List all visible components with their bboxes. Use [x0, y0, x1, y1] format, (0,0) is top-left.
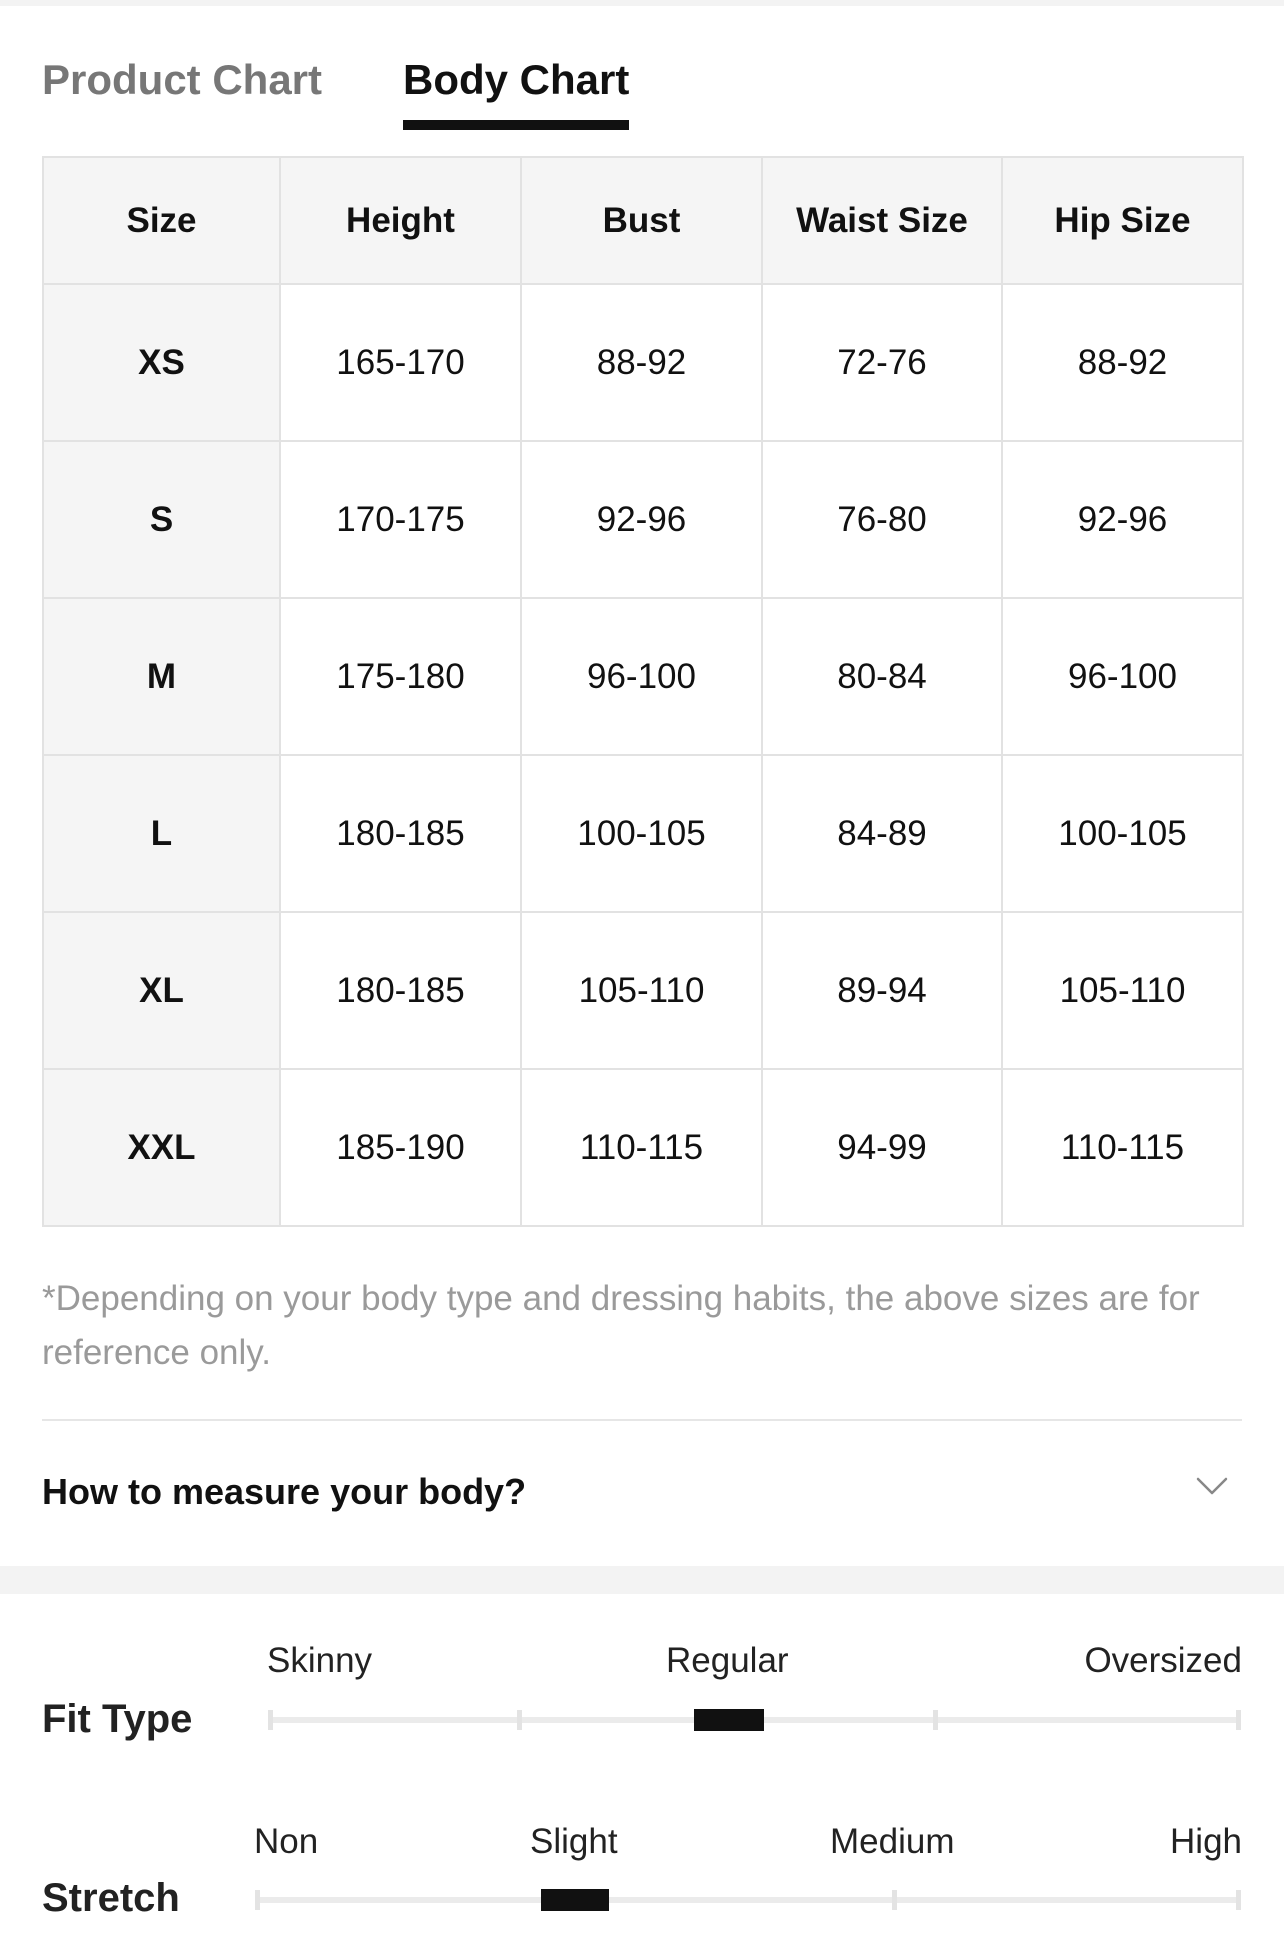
body-size-table — [42, 156, 1244, 1227]
column-header-waist-size: Waist Size — [762, 157, 1002, 284]
table-row — [43, 441, 1243, 598]
hip-cell: 105-110 — [1002, 912, 1243, 1069]
chevron-down-icon — [1192, 1466, 1232, 1506]
fit-type-tick — [517, 1710, 522, 1730]
table-header-row — [43, 157, 1243, 284]
how-to-measure-toggle[interactable] — [42, 1440, 1242, 1540]
stretch-option-slight: Slight — [530, 1822, 618, 1861]
column-header-height: Height — [280, 157, 521, 284]
bust-cell: 88-92 — [521, 284, 762, 441]
fit-type-indicator — [694, 1709, 764, 1731]
fit-type-tick — [268, 1710, 273, 1730]
height-cell: 170-175 — [280, 441, 521, 598]
hip-cell: 88-92 — [1002, 284, 1243, 441]
waist-cell: 76-80 — [762, 441, 1002, 598]
stretch-option-non: Non — [254, 1822, 319, 1861]
fit-option-oversized: Oversized — [1084, 1641, 1242, 1680]
fit-type-tick — [1236, 1710, 1241, 1730]
table-row — [43, 598, 1243, 755]
fit-type-label: Fit Type — [42, 1697, 193, 1741]
fit-option-skinny: Skinny — [267, 1641, 373, 1680]
fit-option-regular: Regular — [666, 1641, 789, 1680]
table-row — [43, 755, 1243, 912]
hip-cell: 100-105 — [1002, 755, 1243, 912]
bust-cell: 105-110 — [521, 912, 762, 1069]
stretch-track — [256, 1897, 1241, 1903]
size-cell: XS — [43, 284, 280, 441]
tab-body-chart[interactable] — [403, 56, 629, 122]
column-header-bust: Bust — [521, 157, 762, 284]
column-header-size: Size — [43, 157, 280, 284]
reference-note: *Depending on your body type and dressing habits, the above sizes are for reference only. — [42, 1279, 1200, 1372]
size-cell: M — [43, 598, 280, 755]
stretch-option-medium: Medium — [830, 1822, 955, 1861]
stretch-option-high: High — [1170, 1822, 1242, 1861]
size-cell: XXL — [43, 1069, 280, 1226]
tab-label: Body Chart — [403, 56, 630, 103]
stretch-tick — [892, 1890, 897, 1910]
top-band — [0, 0, 1284, 6]
waist-cell: 72-76 — [762, 284, 1002, 441]
stretch-tick — [255, 1890, 260, 1910]
divider — [42, 1419, 1242, 1421]
size-cell: L — [43, 755, 280, 912]
hip-cell: 110-115 — [1002, 1069, 1243, 1226]
column-header-hip-size: Hip Size — [1002, 157, 1243, 284]
bust-cell: 100-105 — [521, 755, 762, 912]
stretch-label: Stretch — [42, 1876, 180, 1920]
waist-cell: 84-89 — [762, 755, 1002, 912]
height-cell: 180-185 — [280, 755, 521, 912]
stretch-tick — [1236, 1890, 1241, 1910]
height-cell: 165-170 — [280, 284, 521, 441]
hip-cell: 92-96 — [1002, 441, 1243, 598]
section-separator-band — [0, 1566, 1284, 1594]
stretch-indicator — [541, 1889, 609, 1911]
bust-cell: 96-100 — [521, 598, 762, 755]
tab-label: Product Chart — [42, 56, 323, 103]
bust-cell: 110-115 — [521, 1069, 762, 1226]
active-tab-underline — [403, 120, 629, 130]
height-cell: 180-185 — [280, 912, 521, 1069]
size-cell: S — [43, 441, 280, 598]
height-cell: 175-180 — [280, 598, 521, 755]
bust-cell: 92-96 — [521, 441, 762, 598]
tab-product-chart[interactable] — [42, 56, 322, 122]
height-cell: 185-190 — [280, 1069, 521, 1226]
waist-cell: 94-99 — [762, 1069, 1002, 1226]
table-row — [43, 1069, 1243, 1226]
size-cell: XL — [43, 912, 280, 1069]
table-row — [43, 912, 1243, 1069]
waist-cell: 89-94 — [762, 912, 1002, 1069]
how-to-measure-title: How to measure your body? — [42, 1471, 527, 1512]
fit-type-tick — [933, 1710, 938, 1730]
waist-cell: 80-84 — [762, 598, 1002, 755]
hip-cell: 96-100 — [1002, 598, 1243, 755]
table-row — [43, 284, 1243, 441]
